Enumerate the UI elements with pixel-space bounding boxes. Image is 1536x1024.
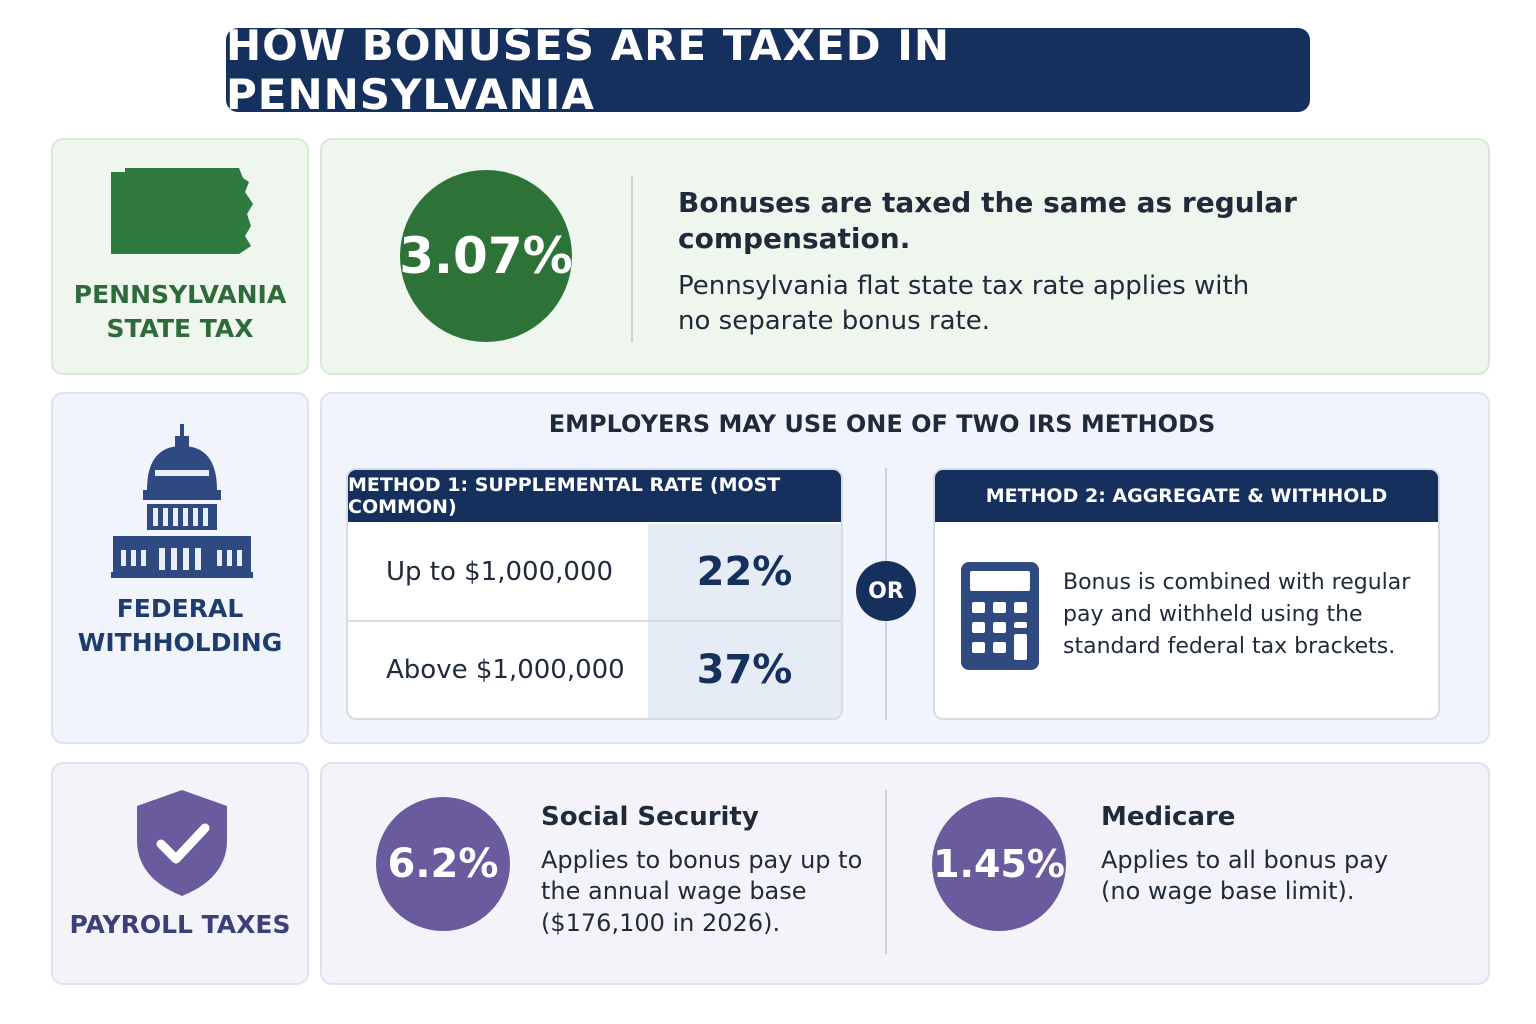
social-security-rate: 6.2% [387, 841, 499, 887]
method2-text-line3: standard federal tax brackets. [1063, 634, 1396, 659]
payroll-taxes-label: PAYROLL TAXES [69, 910, 291, 939]
method1-card [346, 468, 843, 720]
state-tax-label-line1: PENNSYLVANIA [73, 280, 287, 309]
state-divider [631, 176, 633, 342]
state-rate-circle [400, 170, 572, 342]
shield-check-icon [135, 790, 229, 898]
method1-row-value: 37% [648, 622, 841, 718]
method2-text-line1: Bonus is combined with regular [1063, 570, 1411, 595]
method1-row-label: Up to $1,000,000 [386, 557, 614, 587]
method1-row [348, 524, 841, 620]
medicare-rate-circle [932, 797, 1066, 931]
social-security-line2: the annual wage base [541, 877, 807, 905]
federal-label-line1: FEDERAL [116, 594, 244, 623]
method1-title: METHOD 1: SUPPLEMENTAL RATE (MOST COMMON) [348, 470, 841, 522]
medicare-line1: Applies to all bonus pay [1101, 846, 1389, 874]
social-security-title: Social Security [541, 802, 759, 832]
method1-row [348, 622, 841, 718]
method1-row-label: Above $1,000,000 [386, 655, 625, 685]
social-security-line3: ($176,100 in 2026). [541, 909, 781, 937]
method2-title: METHOD 2: AGGREGATE & WITHHOLD [935, 470, 1438, 522]
social-security-rate-circle [376, 797, 510, 931]
state-tax-label-line2: STATE TAX [106, 314, 254, 343]
method2-card [933, 468, 1440, 720]
pennsylvania-map-icon [109, 168, 255, 258]
medicare-title: Medicare [1101, 802, 1236, 832]
state-heading-line1: Bonuses are taxed the same as regular [678, 186, 1297, 219]
method1-row-value: 22% [648, 524, 841, 620]
medicare-line2: (no wage base limit). [1101, 877, 1355, 905]
state-rate-value: 3.07% [399, 227, 573, 285]
payroll-label-panel [51, 762, 309, 985]
payroll-divider [885, 790, 887, 954]
medicare-rate: 1.45% [933, 842, 1065, 886]
capitol-building-icon [111, 424, 253, 580]
federal-label-line2: WITHHOLDING [77, 628, 283, 657]
page-title: HOW BONUSES ARE TAXED IN PENNSYLVANIA [226, 28, 1310, 112]
method2-text-line2: pay and withheld using the [1063, 602, 1363, 627]
state-body-line2: no separate bonus rate. [678, 306, 990, 336]
federal-label-panel [51, 392, 309, 744]
federal-methods-heading: EMPLOYERS MAY USE ONE OF TWO IRS METHODS [548, 410, 1216, 438]
state-body-line1: Pennsylvania flat state tax rate applies with [678, 271, 1250, 301]
calculator-icon [961, 562, 1039, 670]
state-heading-line2: compensation. [678, 222, 911, 255]
or-badge: OR [856, 561, 916, 621]
social-security-line1: Applies to bonus pay up to [541, 846, 863, 874]
state-label-panel [51, 138, 309, 375]
